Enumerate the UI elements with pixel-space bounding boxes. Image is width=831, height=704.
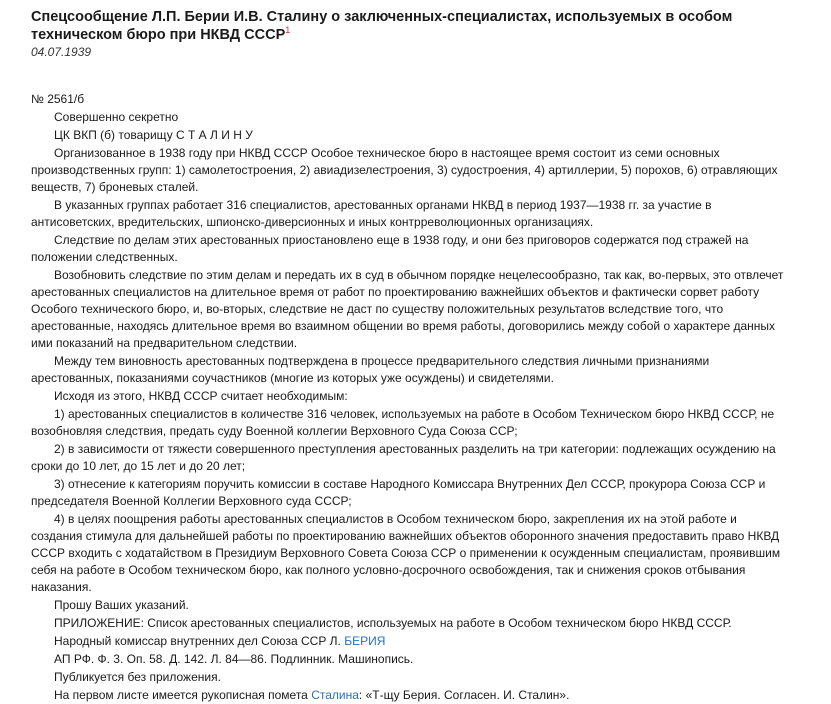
document-number: № 2561/б: [31, 92, 85, 106]
paragraph: Между тем виновность арестованных подтверждена в процессе предварительного следствия личными признаниями арестованных, показаниями соучастников (многие из которых уже осуждены) и свидетелями.: [31, 354, 710, 385]
paragraph: Прошу Ваших указаний.: [54, 598, 189, 612]
footnote-marker[interactable]: 1: [285, 25, 291, 36]
paragraph: В указанных группах работает 316 специалистов, арестованных органами НКВД в период 1937—1938 гг. за участие в антисоветских, вредительских, шпионско-диверсионных и иных контрреволюционных организациях.: [31, 198, 712, 229]
handwritten-note-prefix: На первом листе имеется рукописная помета: [54, 688, 312, 702]
appendix-note: ПРИЛОЖЕНИЕ: Список арестованных специалистов, используемых на работе в Особом техническом бюро НКВД СССР.: [54, 616, 732, 630]
list-item: 3) отнесение к категориям поручить комиссии в составе Народного Комиссара Внутренних Дел СССР, прокурора Союза ССР и председателя Военной Коллегии Верховного суда СССР;: [31, 477, 766, 508]
stalin-link[interactable]: Сталина: [311, 688, 359, 702]
archive-reference: АП РФ. Ф. 3. Оп. 58. Д. 142. Л. 84—86. Подлинник. Машинопись.: [54, 652, 414, 666]
signature-text: Народный комиссар внутренних дел Союза ССР Л.: [54, 634, 345, 648]
document-body: [31, 91, 791, 704]
addressee: ЦК ВКП (б) товарищу С Т А Л И Н У: [54, 128, 253, 142]
paragraph: Исходя из этого, НКВД СССР считает необходимым:: [54, 389, 348, 403]
document-date: 04.07.1939: [31, 45, 92, 59]
handwritten-note-suffix: : «Т-щу Берия. Согласен. И. Сталин».: [358, 688, 570, 702]
document-title-text: Спецсообщение Л.П. Берии И.В. Сталину о заключенных-специалистах, используемых в особом техническом бюро при НКВД СССР: [31, 9, 733, 43]
document-title: [31, 8, 791, 44]
list-item: 4) в целях поощрения работы арестованных специалистов в Особом техническом бюро, закрепления их на этой работе и создания стимула для дальнейшей работы по проектированию важнейших объектов оборонного значения предоставить право НКВД СССР входить с ходатайством в Президиум Верховного Совета Союза ССР о применении к осужденным специалистам, проявившим себя на работе в Особом техническом бюро, как полного условно-досрочного освобождения, так и снижения сроков отбывания наказания.: [31, 512, 781, 594]
signature: [31, 633, 791, 650]
handwritten-note: [31, 687, 791, 704]
secrecy-stamp: Совершенно секретно: [54, 110, 179, 124]
document: [31, 8, 791, 704]
list-item: 1) арестованных специалистов в количестве 316 человек, используемых на работе в Особом Техническом бюро НКВД СССР, не возобновляя следствия, предать суду Военной коллегии Верховного Суда Союза ССР;: [31, 407, 775, 438]
list-item: 2) в зависимости от тяжести совершенного преступления арестованных разделить на три категории: подлежащих осуждению на сроки до 10 лет, до 15 лет и до 20 лет;: [31, 442, 776, 473]
publication-note: Публикуется без приложения.: [54, 670, 221, 684]
paragraph: Следствие по делам этих арестованных приостановлено еще в 1938 году, и они без приговоров содержатся под стражей на положении следственных.: [31, 233, 749, 264]
paragraph: Организованное в 1938 году при НКВД СССР Особое техническое бюро в настоящее время состоит из семи основных производственных групп: 1) самолетостроения, 2) авиадизелестроения, 3) судостроения, 4) артиллерии, 5) порохов, 6) отравляющих веществ, 7) броневых сталей.: [31, 146, 778, 194]
paragraph: Возобновить следствие по этим делам и передать их в суд в обычном порядке нецелесообразно, так как, во-первых, это отвлечет арестованных специалистов на длительное время от работ по проектированию важнейших объектов и фактически сорвет работу Особого технического бюро, и, во-вторых, следствие не даст по существу положительных результатов вследствие того, что арестованные, находясь длительное время во взаимном общении во время работы, договорились между собой о характере данных ими показаний на предварительном следствии.: [31, 268, 784, 350]
beria-link[interactable]: БЕРИЯ: [344, 634, 386, 648]
